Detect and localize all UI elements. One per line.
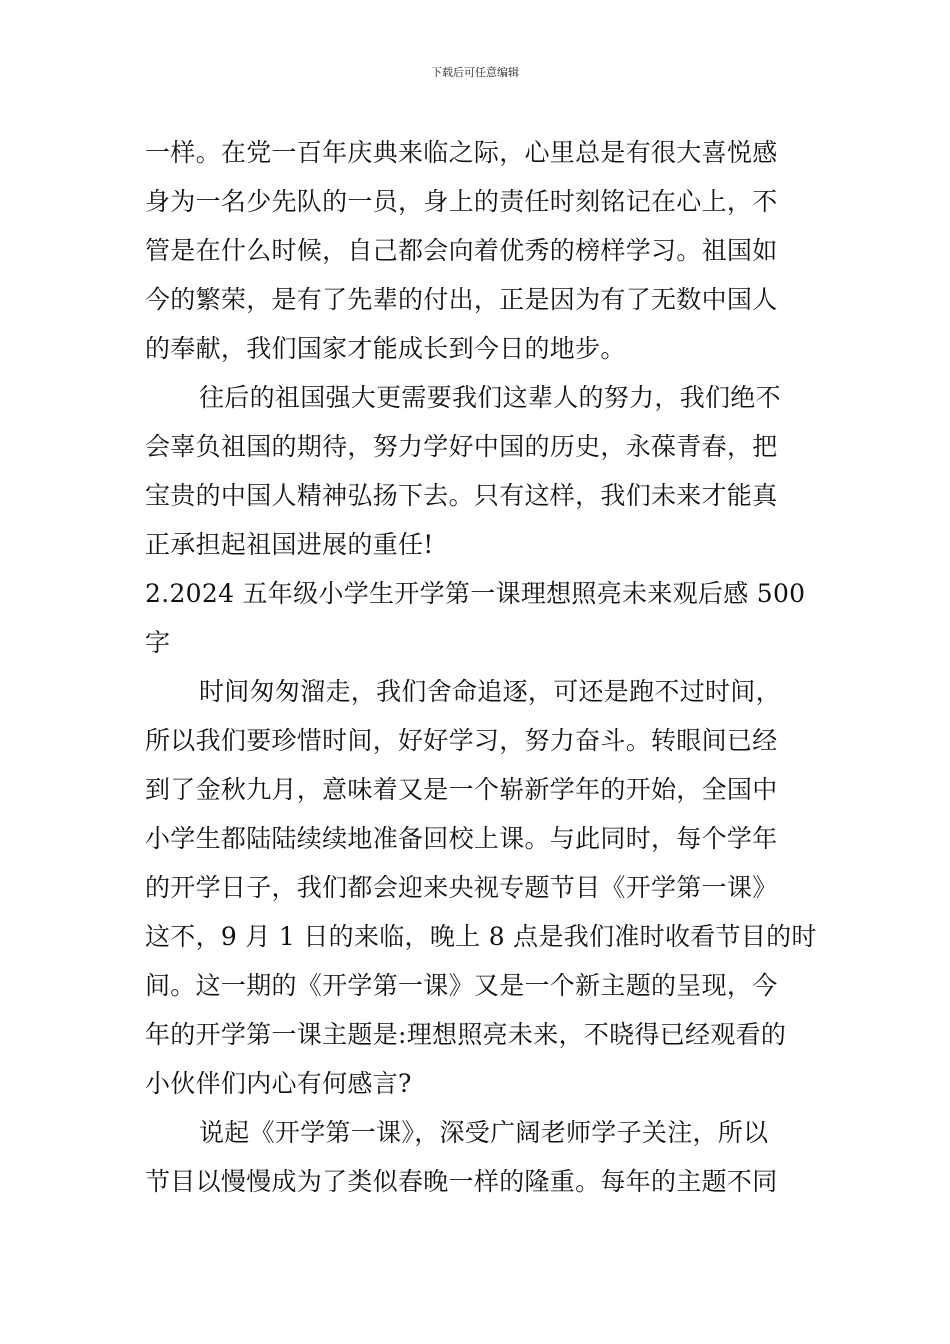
paragraph-first-line: 说起《开学第一课》，深受广阔老师学子关注，所以 bbox=[199, 1118, 769, 1147]
section-heading: 2.2024 五年级小学生开学第一课理想照亮未来观后感 500 bbox=[145, 579, 806, 608]
text-line: 的奉献，我们国家才能成长到今日的地步。 bbox=[145, 334, 626, 363]
text-line: 这不，9 月 1 日的来临，晚上 8 点是我们准时收看节目的时 bbox=[145, 922, 817, 951]
text-line: 间。这一期的《开学第一课》又是一个新主题的呈现，今 bbox=[145, 971, 778, 1000]
text-line: 到了金秋九月，意味着又是一个崭新学年的开始，全国中 bbox=[145, 775, 778, 804]
text-line: 身为一名少先队的一员，身上的责任时刻铭记在心上，不 bbox=[145, 187, 778, 216]
paragraph-first-line: 时间匆匆溜走，我们舍命追逐，可还是跑不过时间， bbox=[199, 677, 781, 706]
text-line: 小伙伴们内心有何感言? bbox=[145, 1069, 412, 1098]
text-line: 所以我们要珍惜时间，好好学习，努力奋斗。转眼间已经 bbox=[145, 726, 778, 755]
page-header: 下载后可任意编辑 bbox=[431, 66, 519, 79]
paragraph-first-line: 往后的祖国强大更需要我们这辈人的努力，我们绝不 bbox=[199, 383, 781, 412]
section-heading-continued: 字 bbox=[145, 628, 171, 657]
text-line: 正承担起祖国进展的重任! bbox=[145, 530, 434, 559]
text-line: 今的繁荣，是有了先辈的付出，正是因为有了无数中国人 bbox=[145, 285, 778, 314]
text-line: 年的开学第一课主题是:理想照亮未来，不晓得已经观看的 bbox=[145, 1020, 787, 1049]
text-line: 节目以慢慢成为了类似春晚一样的隆重。每年的主题不同 bbox=[145, 1167, 778, 1196]
text-line: 管是在什么时候，自己都会向着优秀的榜样学习。祖国如 bbox=[145, 236, 778, 265]
text-line: 一样。在党一百年庆典来临之际，心里总是有很大喜悦感 bbox=[145, 138, 778, 167]
text-line: 的开学日子，我们都会迎来央视专题节目《开学第一课》 bbox=[145, 873, 778, 902]
text-line: 会辜负祖国的期待，努力学好中国的历史，永葆青春，把 bbox=[145, 432, 778, 461]
text-line: 小学生都陆陆续续地准备回校上课。与此同时，每个学年 bbox=[145, 824, 778, 853]
text-line: 宝贵的中国人精神弘扬下去。只有这样，我们未来才能真 bbox=[145, 481, 778, 510]
document-body bbox=[145, 128, 817, 1206]
